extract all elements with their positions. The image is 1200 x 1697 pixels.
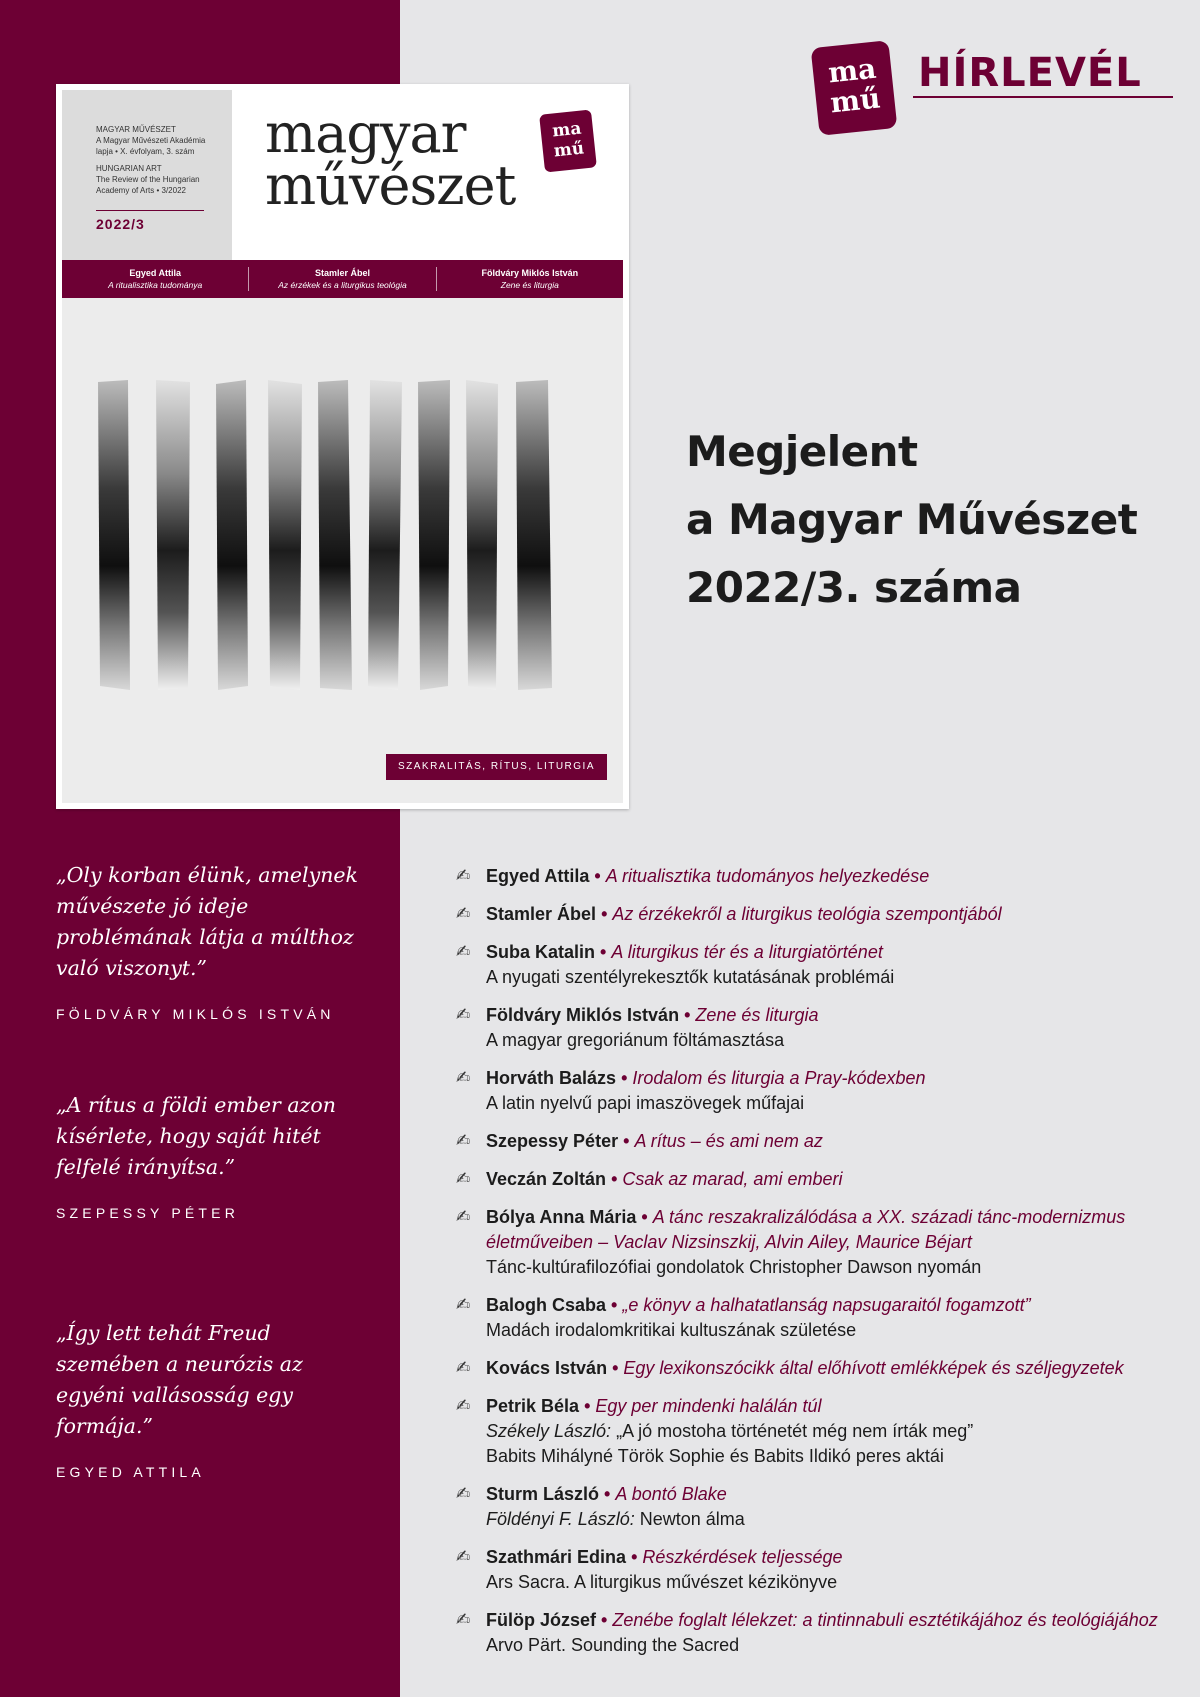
toc-title: A ritualisztika tudományos helyezkedése (605, 866, 930, 886)
toc-title: Zenébe foglalt lélekzet: a tintinnabuli esztétikájához és teológiájához (612, 1610, 1158, 1630)
toc-item: ✍ Szathmári Edina • Részkérdések teljessége Ars Sacra. A liturgikus művészet kézikönyve (456, 1545, 1176, 1595)
toc-item: ✍ Suba Katalin • A liturgikus tér és a liturgiatörténet A nyugati szentélyrekesztők kutatásának problémái (456, 940, 1176, 990)
toc-title: A rítus – és ami nem az (634, 1131, 823, 1151)
pen-icon: ✍ (456, 1610, 471, 1630)
cover-author-name: Földváry Miklós István (481, 268, 579, 278)
toc-author: Veczán Zoltán (486, 1169, 607, 1189)
cover-author-title: A ritualisztika tudománya (108, 280, 203, 290)
toc-subtitle: A nyugati szentélyrekesztők kutatásának problémái (486, 967, 895, 987)
cover-author-name: Stamler Ábel (314, 268, 370, 278)
pen-icon: ✍ (456, 942, 471, 962)
toc-subtitle: Madách irodalomkritikai kultuszának születése (486, 1320, 857, 1340)
cover-inner (62, 90, 623, 803)
toc-sub-author: Földényi F. László: (486, 1509, 635, 1529)
toc-title: Csak az marad, ami emberi (622, 1169, 843, 1189)
toc-item: ✍ Egyed Attila • A ritualisztika tudományos helyezkedése (456, 864, 1176, 889)
toc-subtitle: A latin nyelvű papi imaszövegek műfajai (486, 1093, 805, 1113)
toc-item: ✍ Sturm László • A bontó Blake Földényi F. László: Newton álma (456, 1484, 745, 1529)
meta-en-1: HUNGARIAN ART (96, 164, 162, 173)
toc-author: Petrik Béla (486, 1396, 580, 1416)
toc-subtitle: Arvo Pärt. Sounding the Sacred (486, 1635, 740, 1655)
toc-title: Az érzékekről a liturgikus teológia szempontjából (612, 904, 1002, 924)
cover-artwork (96, 380, 556, 690)
headline-line3: 2022/3. száma (686, 563, 1022, 612)
pen-icon: ✍ (456, 1169, 471, 1189)
toc-item: ✍ Horváth Balázs • Irodalom és liturgia a Pray-kódexben A latin nyelvű papi imaszövegek műfajai (456, 1066, 1176, 1116)
meta-hu-1: MAGYAR MŰVÉSZET (96, 125, 176, 134)
pen-icon: ✍ (456, 1005, 471, 1025)
toc-item: ✍ Bólya Anna Mária • A tánc reszakralizálódása a XX. századi tánc-modernizmus életműveiben – Vaclav Nizsinszkij, Alvin Ailey, Maurice Béjart Tánc-kultúrafilozófiai gondolatok Christopher Dawson nyomán (456, 1205, 1176, 1280)
table-of-contents (456, 864, 1176, 1658)
newsletter-header (815, 44, 1173, 134)
pen-icon: ✍ (456, 904, 471, 924)
toc-author: Suba Katalin (486, 942, 596, 962)
cover-author-title: Zene és liturgia (500, 280, 559, 290)
toc-title: Egy per mindenki halálán túl (595, 1396, 822, 1416)
pen-icon: ✍ (456, 1295, 471, 1315)
cover-author (437, 267, 623, 291)
meta-hu-3: lapja • X. évfolyam, 3. szám (96, 147, 195, 156)
cover-title (265, 102, 516, 217)
meta-en-3: Academy of Arts • 3/2022 (96, 186, 186, 195)
meta-hu-2: A Magyar Művészeti Akadémia (96, 136, 206, 145)
toc-title: Irodalom és liturgia a Pray-kódexben (632, 1068, 926, 1088)
toc-item: ✍ Stamler Ábel • Az érzékekről a liturgikus teológia szempontjából (456, 902, 1176, 927)
quote-author: EGYED ATTILA (56, 1464, 205, 1480)
toc-item: ✍ Földváry Miklós István • Zene és liturgia A magyar gregoriánum föltámasztása (456, 1003, 1176, 1053)
toc-author: Stamler Ábel (486, 904, 597, 924)
quote-text: „Így lett tehát Freud szemében a neurózis az egyéni vallásosság egy formája.” (56, 1321, 303, 1438)
cover-authors-bar (62, 260, 623, 298)
cover-issue: 2022/3 (96, 216, 145, 232)
toc-subtitle: Ars Sacra. A liturgikus művészet kézikönyve (486, 1572, 838, 1592)
quote-block (56, 1318, 376, 1480)
quote-text: „A rítus a földi ember azon kísérlete, hogy saját hitét felfelé irányítsa.” (56, 1093, 336, 1179)
toc-author: Földváry Miklós István (486, 1005, 680, 1025)
toc-title: A bontó Blake (615, 1484, 727, 1504)
toc-item: ✍ Balogh Csaba • „e könyv a halhatatlanság napsugaraitól fogamzott” Madách irodalomkritikai kultuszának születése (456, 1293, 1176, 1343)
pen-icon: ✍ (456, 1547, 471, 1567)
pen-icon: ✍ (456, 1131, 471, 1151)
cover-logo-line2: mű (552, 138, 586, 162)
quote-author: FÖLDVÁRY MIKLÓS ISTVÁN (56, 1006, 335, 1022)
headline (686, 418, 1186, 622)
toc-author: Szathmári Edina (486, 1547, 627, 1567)
headline-line1: Megjelent (686, 427, 918, 476)
cover-author-name: Egyed Attila (129, 268, 181, 278)
toc-subtitle-2: Babits Mihályné Török Sophie és Babits Ildikó peres aktái (486, 1446, 944, 1466)
toc-sub-author: Székely László: (486, 1421, 612, 1441)
artwork-strips (98, 380, 552, 690)
header-rule (913, 96, 1173, 98)
cover-theme-tag: SZAKRALITÁS, RÍTUS, LITURGIA (386, 754, 607, 780)
meta-rule (96, 210, 204, 211)
toc-title: „e könyv a halhatatlanság napsugaraitól fogamzott” (622, 1295, 1031, 1315)
toc-title: A tánc reszakralizálódása a XX. századi tánc-modernizmus (652, 1207, 1126, 1227)
toc-author: Szepessy Péter (486, 1131, 619, 1151)
cover-author (62, 267, 249, 291)
toc-title: A liturgikus tér és a liturgiatörténet (611, 942, 883, 962)
toc-author: Kovács István (486, 1358, 608, 1378)
cover-author-title: Az érzékek és a liturgikus teológia (278, 280, 407, 290)
toc-title-cont: életműveiben – Vaclav Nizsinszkij, Alvin Ailey, Maurice Béjart (486, 1232, 972, 1252)
headline-line2: a Magyar Művészet (686, 495, 1138, 544)
quote-block (56, 860, 376, 1022)
toc-subtitle: Tánc-kultúrafilozófiai gondolatok Christopher Dawson nyomán (486, 1257, 982, 1277)
logo-line2: mű (828, 81, 882, 120)
toc-title: Zene és liturgia (695, 1005, 819, 1025)
mamu-logo (811, 40, 898, 136)
toc-subtitle: A magyar gregoriánum föltámasztása (486, 1030, 785, 1050)
quote-author: SZEPESSY PÉTER (56, 1205, 240, 1221)
pen-icon: ✍ (456, 1068, 471, 1088)
toc-item: ✍ Kovács István • Egy lexikonszócikk által előhívott emlékképek és széljegyzetek (456, 1356, 1176, 1381)
pen-icon: ✍ (456, 1396, 471, 1416)
toc-author: Balogh Csaba (486, 1295, 607, 1315)
cover-author (249, 267, 436, 291)
quote-text: „Oly korban élünk, amelynek művészete jó ideje problémának látja a múlthoz való viszonyt.” (56, 863, 358, 980)
cover-meta (62, 90, 232, 260)
cover-logo (539, 109, 597, 172)
pen-icon: ✍ (456, 1358, 471, 1378)
toc-title: Egy lexikonszócikk által előhívott emlékképek és széljegyzetek (623, 1358, 1124, 1378)
toc-author: Fülöp József (486, 1610, 597, 1630)
toc-author: Bólya Anna Mária (486, 1207, 637, 1227)
quote-block (56, 1090, 376, 1221)
toc-subtitle: Newton álma (639, 1509, 745, 1529)
magazine-cover (56, 84, 629, 809)
pen-icon: ✍ (456, 866, 471, 886)
toc-item: ✍ Szepessy Péter • A rítus – és ami nem az (456, 1129, 1176, 1154)
cover-logo-line1: ma (551, 118, 583, 142)
toc-author: Horváth Balázs (486, 1068, 617, 1088)
toc-item: ✍ Fülöp József • Zenébe foglalt lélekzet: a tintinnabuli esztétikájához és teológiájához Arvo Pärt. Sounding the Sacred (456, 1608, 1176, 1658)
toc-subtitle: „A jó mostoha történetét még nem írták meg” (616, 1421, 974, 1441)
toc-author: Sturm László (486, 1484, 600, 1504)
toc-item: ✍ Veczán Zoltán • Csak az marad, ami emberi (456, 1167, 1176, 1192)
toc-item: ✍ Petrik Béla • Egy per mindenki halálán túl Székely László: „A jó mostoha történetét még nem írták meg” Babits Mihályné Török Sophie és Babits Ildikó peres aktái (456, 1394, 1176, 1469)
toc-author: Egyed Attila (486, 866, 590, 886)
logo-line1: ma (826, 51, 878, 90)
cover-title-line2: művészet (265, 154, 516, 217)
toc-title: Részkérdések teljessége (642, 1547, 843, 1567)
cover-title-line1: magyar (265, 102, 466, 165)
pen-icon: ✍ (456, 1484, 471, 1504)
newsletter-title: HÍRLEVÉL (918, 50, 1142, 96)
pen-icon: ✍ (456, 1207, 471, 1227)
cover-masthead (62, 90, 623, 260)
meta-en-2: The Review of the Hungarian (96, 175, 200, 184)
